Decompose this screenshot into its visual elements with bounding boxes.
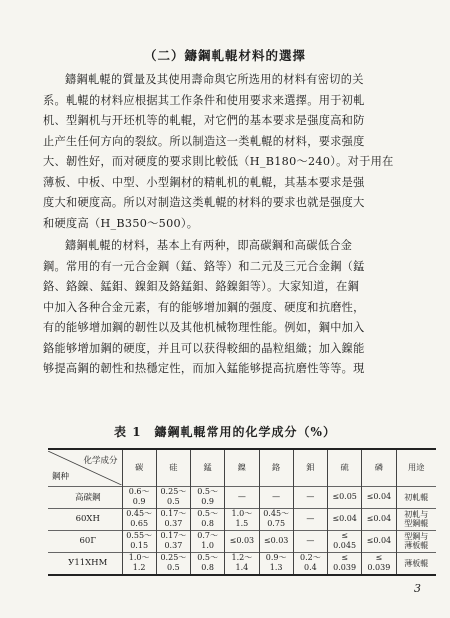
table-body [48, 486, 436, 575]
composition-cell [156, 552, 190, 575]
composition-value: 0.25～ [160, 553, 187, 563]
composition-value: ≤0.05 [332, 492, 357, 502]
composition-value: — [237, 492, 246, 502]
usage-text: 薄板輥 [404, 541, 429, 551]
usage-text: 型鋼与 [404, 532, 429, 542]
composition-value: ≤ [375, 553, 383, 563]
corner-header-cell [48, 449, 122, 486]
table-header-row [48, 449, 436, 486]
text-line: 薄板、中板、中型、小型鋼材的精軋机的軋輥，其基本要求是强 [43, 175, 365, 189]
composition-value: 1.0～ [128, 553, 150, 563]
text-line: 大、韌性好，而对硬度的要求則比較低（H_B180～240）。对于用在 [43, 155, 394, 168]
composition-value: ≤0.04 [366, 536, 392, 546]
usage-cell [396, 508, 436, 530]
composition-cell [328, 508, 362, 530]
composition-cell [191, 508, 225, 530]
usage-cell [396, 530, 436, 552]
text-line: 度大和硬度高。所以对制造这类軋輥的材料的要求也就是强度大 [43, 196, 365, 209]
composition-table [48, 448, 436, 576]
composition-value: 0.039 [333, 563, 357, 573]
column-header: 鎳 [225, 449, 259, 486]
composition-value: 0.5 [167, 497, 180, 507]
paragraph-material-requirements [43, 70, 431, 234]
page-number: 3 [414, 582, 421, 595]
column-header: 磷 [362, 449, 396, 486]
composition-value: 0.2～ [300, 553, 321, 563]
composition-cell [122, 530, 156, 552]
composition-value: 0.045 [333, 541, 357, 551]
text-line: 鋼。常用的有一元合金鋼（錳、鉻等）和二元及三元合金鋼（錳 [43, 259, 365, 273]
composition-value: — [306, 536, 315, 546]
composition-cell [259, 508, 293, 530]
composition-value: 0.5～ [197, 487, 218, 497]
composition-value: 0.45～ [126, 509, 153, 519]
composition-value: 0.17～ [160, 531, 187, 541]
composition-value: 0.7～ [197, 531, 218, 541]
composition-cell [293, 530, 327, 552]
composition-value: 0.37 [164, 541, 183, 551]
composition-cell [362, 552, 396, 575]
composition-value: 0.5 [167, 563, 180, 573]
composition-cell [259, 552, 293, 575]
composition-cell [362, 530, 396, 552]
corner-label-composition: 化学成分 [83, 455, 118, 466]
text-line: 够提高鋼的韌性和热穩定性，而加入錳能够提高抗磨性等等。現 [43, 362, 365, 375]
section-heading: （二）鑄鋼軋輥材料的選擇 [143, 48, 306, 63]
composition-cell [225, 486, 259, 508]
text-line: 止产生任何方向的裂紋。所以制造这一类軋輥的材料，要求强度 [43, 134, 365, 148]
composition-cell [122, 508, 156, 530]
composition-cell [328, 530, 362, 552]
table-row [48, 508, 436, 530]
composition-value: 0.37 [164, 519, 183, 529]
composition-value: 0.15 [130, 541, 149, 551]
composition-value: 0.17～ [160, 509, 187, 519]
composition-cell [293, 508, 327, 530]
column-header: 錳 [191, 449, 225, 486]
usage-text: 初軋与 [404, 510, 429, 520]
composition-cell [225, 530, 259, 552]
text-line: 鉻、鉻鎳、錳鉬、鎳鉬及鉻錳鉬、鉻鎳鉬等）。大家知道，在鋼 [43, 280, 360, 293]
composition-value: 1.0～ [231, 509, 253, 519]
composition-value: 1.3 [269, 563, 283, 573]
composition-cell [293, 486, 327, 508]
text-line: 机、型鋼机与开坯机等的軋輥，对它們的基本要求是强度高和防 [43, 114, 365, 127]
composition-cell [191, 530, 225, 552]
composition-value: 0.9～ [265, 553, 287, 563]
usage-cell [396, 552, 436, 575]
composition-cell [328, 486, 362, 508]
text-line: 鉻能够增加鋼的硬度，并且可以获得較細的晶粒組織；加入鎳能 [43, 341, 365, 355]
composition-cell [156, 530, 190, 552]
composition-cell [191, 552, 225, 575]
composition-cell [122, 486, 156, 508]
composition-cell [225, 508, 259, 530]
composition-value: 0.65 [130, 519, 149, 529]
composition-cell [362, 508, 396, 530]
composition-value: 0.8 [201, 563, 214, 573]
composition-cell [328, 552, 362, 575]
composition-cell [293, 552, 327, 575]
composition-value: 1.4 [235, 563, 249, 573]
table-row [48, 530, 436, 552]
composition-value: ≤0.04 [332, 514, 357, 524]
composition-value: 1.0 [201, 541, 214, 551]
composition-value: 0.5～ [197, 553, 218, 563]
composition-cell [156, 508, 190, 530]
composition-value: 0.9 [132, 497, 146, 507]
composition-cell [259, 530, 293, 552]
composition-value: — [272, 492, 281, 502]
steel-grade-cell: 高碳鋼 [48, 486, 122, 508]
composition-value: 0.55～ [126, 531, 153, 541]
usage-text: 型鋼輥 [404, 519, 429, 529]
composition-value: ≤0.04 [366, 514, 392, 524]
composition-value: 0.039 [367, 563, 391, 573]
usage-text: 薄板輥 [404, 558, 429, 568]
corner-label-grade: 鋼种 [52, 471, 70, 482]
composition-value: 0.6～ [128, 487, 150, 497]
composition-value: 0.5～ [197, 509, 218, 519]
composition-value: ≤0.03 [263, 536, 289, 546]
composition-value: 0.25～ [160, 487, 187, 497]
usage-text: 初軋輥 [404, 492, 429, 502]
composition-value: 1.2 [132, 563, 146, 573]
composition-cell [362, 486, 396, 508]
composition-value: — [306, 492, 315, 502]
column-header: 鉻 [259, 449, 293, 486]
text-line: 和硬度高（H_B350～500）。 [43, 216, 199, 230]
steel-grade-cell: 60Г [48, 530, 122, 552]
composition-value: ≤ [341, 553, 348, 563]
composition-value: 0.9 [201, 497, 214, 507]
usage-cell [396, 486, 436, 508]
table-row [48, 552, 436, 575]
column-header: 用途 [396, 449, 436, 486]
composition-cell [225, 552, 259, 575]
paragraph-alloy-elements [43, 236, 431, 380]
composition-cell [259, 486, 293, 508]
composition-value: 0.8 [201, 519, 214, 529]
composition-value: 0.45～ [263, 509, 290, 519]
composition-cell [156, 486, 190, 508]
steel-grade-cell: У11XHM [48, 552, 122, 575]
steel-grade-cell: 60XH [48, 508, 122, 530]
composition-value: 1.2～ [231, 553, 253, 563]
composition-value: ≤ [341, 531, 348, 541]
composition-value: ≤0.04 [366, 492, 392, 502]
text-line: 有的能够增加鋼的韌性以及其他机械物理性能。例如，鋼中加入 [43, 321, 365, 334]
column-header: 碳 [122, 449, 156, 486]
composition-cell [122, 552, 156, 575]
column-header: 硅 [156, 449, 190, 486]
text-line: 中加入各种合金元素，有的能够增加鋼的强度、硬度和抗磨性， [43, 300, 365, 314]
table-row [48, 486, 436, 508]
composition-value: ≤0.03 [229, 536, 255, 546]
column-header: 硫 [328, 449, 362, 486]
text-line: 鑄鋼軋輥的質量及其使用壽命與它所选用的材料有密切的关 [65, 73, 364, 86]
text-line: 鑄鋼軋輥的材料，基本上有两种，即高碳鋼和高碳低合金 [65, 239, 353, 252]
composition-cell [191, 486, 225, 508]
table-caption: 表 1 鑄鋼軋輥常用的化学成分（%） [114, 425, 336, 439]
composition-value: 0.75 [267, 519, 286, 529]
column-header: 鉬 [293, 449, 327, 486]
composition-value: 0.4 [304, 563, 317, 573]
composition-value: 1.5 [235, 519, 249, 529]
composition-value: — [306, 514, 315, 524]
text-line: 系。軋輥的材料应根据其工作条件和使用要求来選擇。用于初軋 [43, 93, 365, 107]
